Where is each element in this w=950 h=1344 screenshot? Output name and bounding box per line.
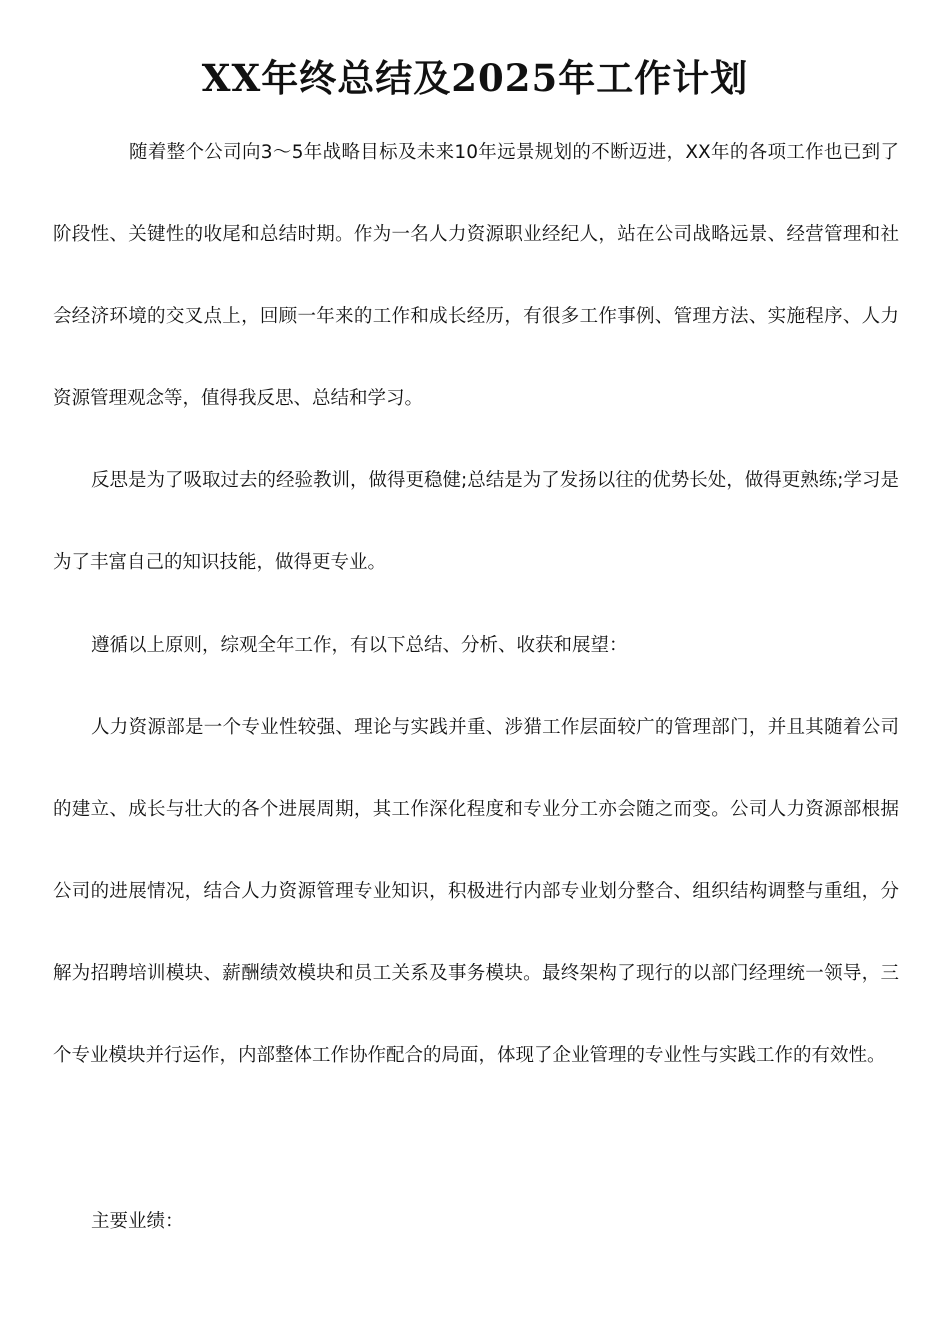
document-title: XX年终总结及2025年工作计划 bbox=[201, 56, 749, 100]
paragraph-main-achievements: 主要业绩： bbox=[91, 1211, 184, 1232]
paragraph-reflection: 反思是为了吸取过去的经验教训，做得更稳健;总结是为了发扬以往的优势长处，做得更熟练;学习是为了丰富自己的知识技能，做得更专业。 bbox=[53, 470, 899, 573]
paragraph-principles: 遵循以上原则，综观全年工作，有以下总结、分析、收获和展望： bbox=[91, 635, 628, 656]
paragraph-intro: 随着整个公司向3～5年战略目标及未来10年远景规划的不断迈进，XX年的各项工作也已到了阶段性、关键性的收尾和总结时期。作为一名人力资源职业经纪人，站在公司战略远景、经营管理和社会经济环境的交叉点上，回顾一年来的工作和成长经历，有很多工作事例、管理方法、实施程序、人力资源管理观念等，值得我反思、总结和学习。 bbox=[53, 142, 899, 409]
paragraph-hr-department: 人力资源部是一个专业性较强、理论与实践并重、涉猎工作层面较广的管理部门，并且其随着公司的建立、成长与壮大的各个进展周期，其工作深化程度和专业分工亦会随之而变。公司人力资源部根据公司的进展情况，结合人力资源管理专业知识，积极进行内部专业划分整合、组织结构调整与重组，分解为招聘培训模块、薪酬绩效模块和员工关系及事务模块。最终架构了现行的以部门经理统一领导，三个专业模块并行运作，内部整体工作协作配合的局面，体现了企业管理的专业性与实践工作的有效性。 bbox=[53, 717, 899, 1066]
